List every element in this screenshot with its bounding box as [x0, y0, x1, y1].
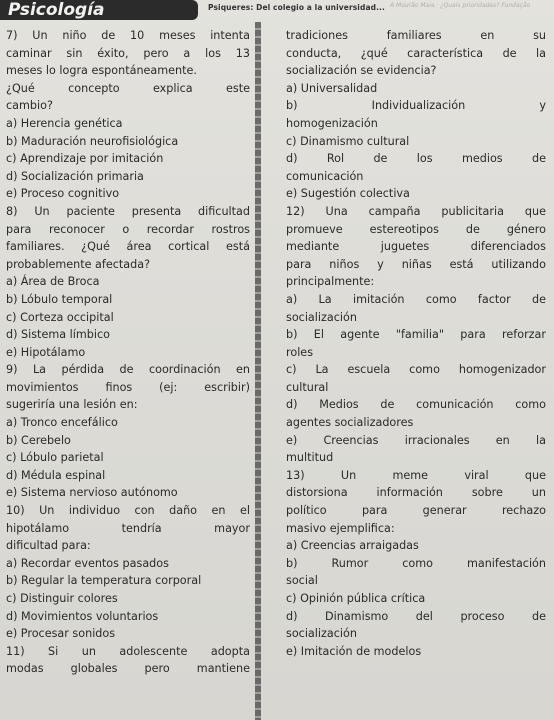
text-line: d) Sistema límbico	[6, 328, 110, 342]
text-line: homogenización	[286, 116, 378, 130]
text-line: agentes socializadores	[286, 416, 414, 430]
text-line: comunicación	[286, 169, 364, 183]
text-line: promueve estereotipos de género	[286, 222, 546, 236]
text-line: principalmente:	[286, 275, 375, 289]
text-line: c) Corteza occipital	[6, 310, 114, 324]
text-line: d) Médula espinal	[6, 468, 106, 482]
text-line: probablemente afectada?	[6, 257, 151, 271]
text-line: dificultad para:	[6, 539, 91, 553]
text-line: c) La escuela como homogenizador	[286, 363, 546, 377]
text-line: mediante juguetes diferenciados	[286, 240, 546, 254]
header-faded-text: A Mourão Maia · ¿Quais prioridades? Fundação	[390, 2, 531, 9]
text-line: d) Dinamismo del proceso de	[286, 609, 546, 623]
text-line: a) Recordar eventos pasados	[6, 556, 169, 570]
text-line: e) Hipotálamo	[6, 345, 86, 359]
text-line: meses lo logra espontáneamente.	[6, 64, 197, 78]
header-subtitle: Psiqueres: Del colegio a la universidad...	[208, 3, 385, 12]
text-line: b) El agente "familia" para reforzar	[286, 328, 546, 342]
text-line: familiares. ¿Qué área cortical está	[6, 240, 250, 254]
text-line: 12) Una campaña publicitaria que	[286, 204, 546, 218]
text-line: movimientos finos (ej: escribir)	[6, 380, 250, 394]
text-line: b) Cerebelo	[6, 433, 71, 447]
text-line: 8) Un paciente presenta dificultad	[6, 204, 250, 218]
text-line: b) Maduración neurofisiológica	[6, 134, 179, 148]
text-line: b) Regular la temperatura corporal	[6, 574, 202, 588]
text-line: c) Dinamismo cultural	[286, 134, 410, 148]
text-line: socialización se evidencia?	[286, 64, 437, 78]
text-line: c) Lóbulo parietal	[6, 451, 104, 465]
text-line: b) Rumor como manifestación	[286, 556, 546, 570]
text-line: conducta, ¿qué característica de la	[286, 46, 546, 60]
text-line: d) Socialización primaria	[6, 169, 144, 183]
text-line: e) Sugestión colectiva	[286, 187, 410, 201]
text-line: a) Universalidad	[286, 81, 378, 95]
text-line: social	[286, 574, 318, 588]
text-line: d) Medios de comunicación como	[286, 398, 546, 412]
text-line: 7) Un niño de 10 meses intenta	[6, 29, 250, 42]
text-line: para reconocer o recordar rostros	[6, 222, 250, 236]
text-line: b) Individualización y	[286, 99, 546, 113]
text-line: distorsiona información sobre un	[286, 486, 546, 500]
text-line: c) Opinión pública crítica	[286, 592, 426, 605]
text-line: e) Procesar sonidos	[6, 627, 116, 641]
left-column	[6, 27, 250, 678]
column-divider	[255, 22, 261, 720]
text-line: 9) La pérdida de coordinación en	[6, 363, 250, 377]
text-line: modas globales pero mantiene	[6, 662, 250, 676]
text-line: hipotálamo tendría mayor	[6, 521, 250, 535]
text-line: b) Lóbulo temporal	[6, 292, 113, 306]
text-line: cambio?	[6, 99, 53, 113]
text-line: a) Tronco encefálico	[6, 416, 118, 430]
subject-title: Psicología	[0, 0, 198, 20]
text-line: 11) Si un adolescente adopta	[6, 644, 250, 658]
text-line: roles	[286, 345, 314, 359]
text-line: a) La imitación como factor de	[286, 292, 546, 306]
text-line: 10) Un individuo con daño en el	[6, 504, 250, 518]
text-line: 13) Un meme viral que	[286, 468, 546, 482]
text-line: e) Sistema nervioso autónomo	[6, 486, 178, 500]
text-line: ¿Qué concepto explica este	[6, 81, 250, 95]
text-line: caminar sin éxito, pero a los 13	[6, 46, 250, 60]
text-line: político para generar rechazo	[286, 504, 546, 518]
text-line: d) Rol de los medios de	[286, 152, 546, 166]
right-column	[286, 27, 546, 660]
text-line: cultural	[286, 380, 329, 394]
text-line: para niños y niñas está utilizando	[286, 257, 546, 271]
text-line: c) Aprendizaje por imitación	[6, 152, 164, 166]
text-line: a) Creencias arraigadas	[286, 539, 419, 553]
text-line: multitud	[286, 451, 334, 465]
page-header	[0, 0, 554, 22]
text-line: d) Movimientos voluntarios	[6, 609, 159, 623]
text-line: a) Herencia genética	[6, 116, 123, 130]
text-line: socialización	[286, 627, 357, 641]
text-line: masivo ejemplifica:	[286, 521, 395, 535]
text-line: sugeriría una lesión en:	[6, 398, 138, 412]
text-line: e) Creencias irracionales en la	[286, 433, 546, 447]
text-line: a) Área de Broca	[6, 275, 100, 289]
text-line: e) Proceso cognitivo	[6, 187, 120, 201]
text-line: e) Imitación de modelos	[286, 644, 422, 658]
text-line: tradiciones familiares en su	[286, 29, 546, 42]
text-line: c) Distinguir colores	[6, 592, 118, 605]
text-line: socialización	[286, 310, 357, 324]
